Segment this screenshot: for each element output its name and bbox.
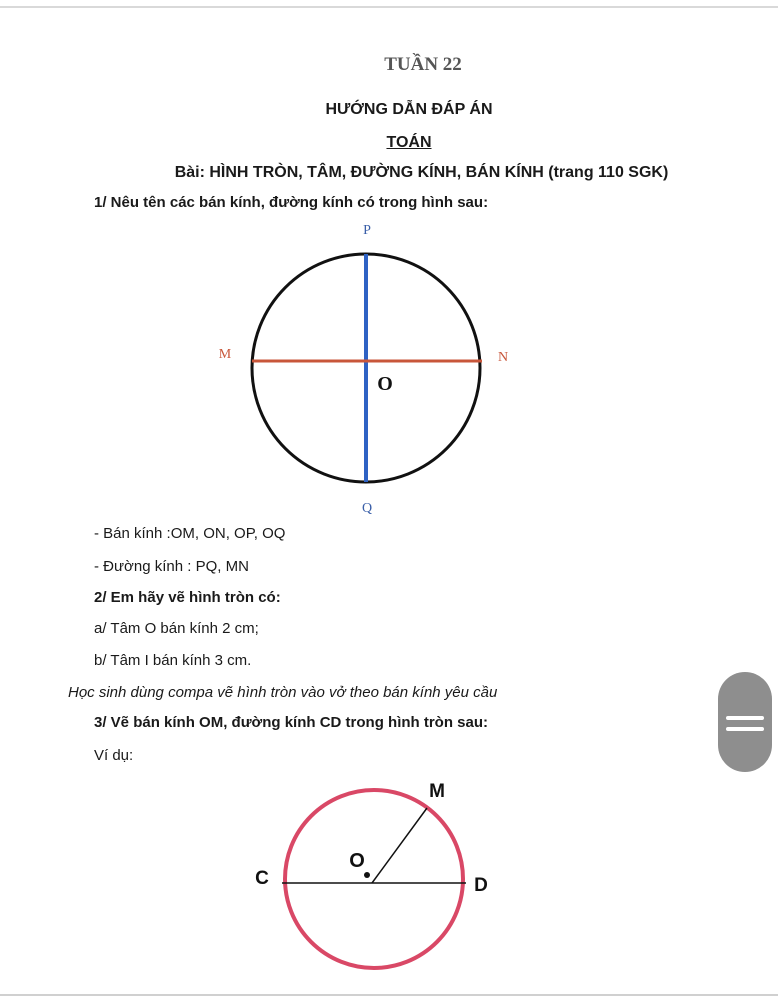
bottom-divider [0,994,778,996]
week-title: TUẦN 22 [384,54,462,75]
figure-2-circle [285,790,463,968]
figure-1-circle-diagram [219,223,508,516]
example-label: Ví dụ: [94,747,134,764]
question-2: 2/ Em hãy vẽ hình tròn có: [94,589,281,606]
answer-guide-heading: HƯỚNG DẪN ĐÁP ÁN [325,101,493,118]
question-1: 1/ Nêu tên các bán kính, đường kính có trong hình sau: [94,194,489,211]
subject-title: TOÁN [386,134,432,151]
figure-1-label-n: N [497,350,509,365]
answer-1-diameter: - Đường kính : PQ, MN [94,558,249,575]
question-3: 3/ Vẽ bán kính OM, đường kính CD trong hình tròn sau: [94,714,489,731]
menu-line-bottom [726,727,764,731]
figure-2-label-d: D [474,875,488,896]
menu-line-top [726,716,764,720]
answer-1-radius: - Bán kính :OM, ON, OP, OQ [94,525,286,542]
scroll-handle[interactable] [718,672,772,772]
figure-2-label-c: C [255,868,269,889]
figure-2-label-o: O [349,850,365,872]
figure-1-label-q: Q [361,501,373,516]
figure-1-label-o: O [377,373,393,395]
question-2-part-b: b/ Tâm I bán kính 3 cm. [94,652,252,669]
figure-1-label-m: M [218,347,232,362]
figure-2-label-m: M [429,781,445,802]
figure-2-radius-om [372,808,427,883]
lesson-title: Bài: HÌNH TRÒN, TÂM, ĐƯỜNG KÍNH, BÁN KÍNH (trang 110 SGK) [174,164,669,181]
answer-2-note: Học sinh dùng compa vẽ hình tròn vào vở theo bán kính yêu cầu [68,684,498,701]
figure-2-circle-diagram [255,781,488,968]
figure-2-center-point [364,872,370,878]
figure-1-label-p: P [363,223,371,238]
question-2-part-a: a/ Tâm O bán kính 2 cm; [94,620,259,637]
